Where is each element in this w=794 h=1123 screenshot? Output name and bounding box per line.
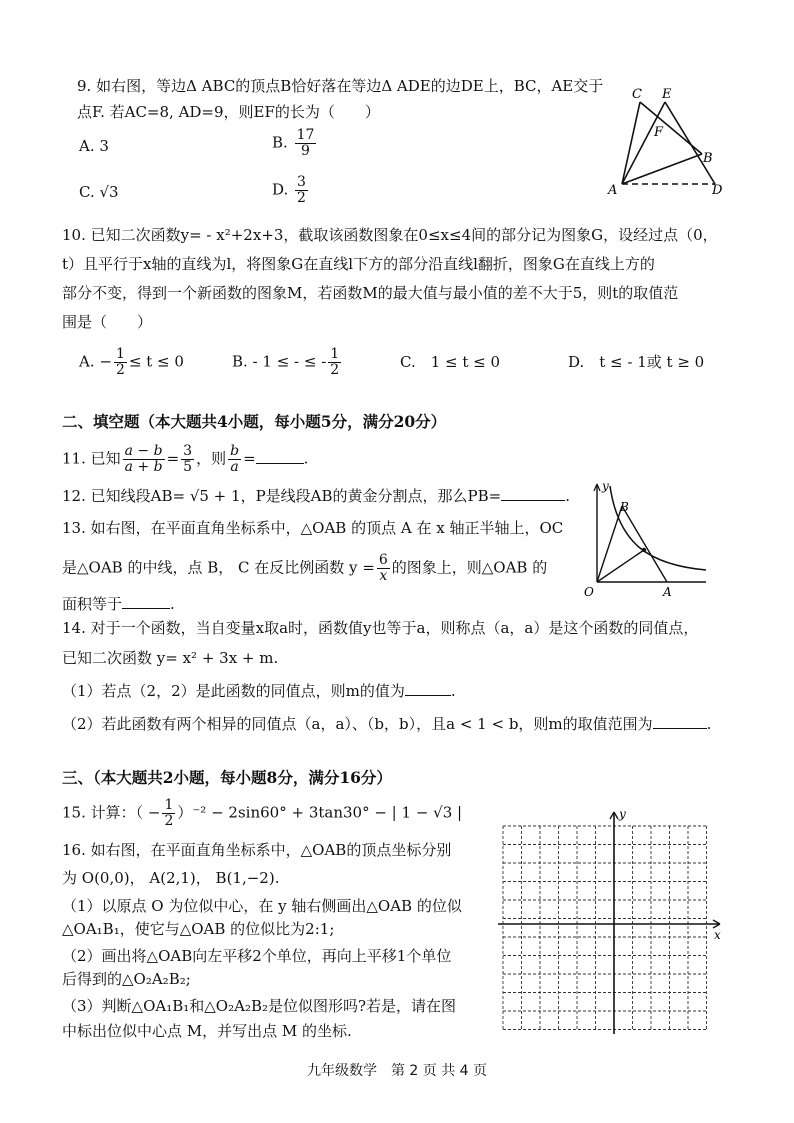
q9-label-c: C (632, 87, 642, 102)
q10-option-a: A. − $\frac{1}{2}$ ≤ t ≤ 0 (79, 346, 184, 378)
q11-end: . (303, 449, 309, 468)
q14-line2: 已知二次函数 y= x² + 3x + m. (62, 649, 279, 667)
q14-sub1-answer-blank[interactable] (405, 683, 451, 696)
q13-line3 (62, 594, 175, 614)
q11-fraction-2 (181, 444, 194, 475)
q9-option-b (272, 128, 318, 159)
q14-sub2 (62, 714, 711, 734)
q14-sub2-answer-blank[interactable] (653, 716, 707, 729)
q11-mid: ，则 (196, 449, 227, 468)
q10-option-b-fraction (328, 347, 341, 378)
q11-f2-den: 5 (183, 459, 193, 475)
q11-f3-num: b (230, 443, 240, 459)
q15-fraction (162, 798, 175, 829)
q16-label-x: x (714, 928, 721, 942)
q9-label-f: F (654, 125, 664, 140)
q10-option-c: C. 1 ≤ t ≤ 0 (400, 353, 501, 371)
q9-triangle-figure (600, 84, 730, 199)
q14-sub1-text: （1）若点（2，2）是此函数的同值点，则m的值为 (62, 682, 405, 700)
q13-num: 6 (378, 552, 388, 568)
q9-segment-ae (622, 102, 665, 184)
q13-label-o: O (584, 585, 594, 599)
q11-eq: = (166, 449, 180, 468)
q10-option-b-prefix: B. - 1 ≤ - ≤ - (232, 352, 327, 371)
q12 (62, 486, 570, 506)
q9-option-d-num: 3 (297, 174, 306, 190)
q9-option-d-prefix: D. (272, 180, 289, 199)
q13-segment-ba (622, 506, 667, 582)
q13-segment-ob (597, 506, 622, 582)
q13-label-a: A (663, 585, 672, 599)
q13-hyperbola-figure (582, 478, 710, 606)
q16-line2: 为 O(0,0)， A(2,1)， B(1,−2). (62, 869, 280, 887)
q13-line3-text: 面积等于 (62, 595, 123, 613)
section-3-title: 三、（本大题共2小题，每小题8分，满分16分） (62, 768, 392, 787)
q10-option-b (232, 347, 343, 378)
q10-line4: 围是（ ） (62, 313, 153, 331)
q15-suffix: ）⁻² − 2sin60° + 3tan30° − | 1 − √3 | (177, 803, 463, 822)
q11-suffix: = (243, 449, 256, 468)
q13-label-b: B (620, 500, 629, 514)
q10-option-a-fraction (114, 347, 127, 378)
q15 (62, 798, 462, 829)
q11-prefix: 11. 已知 (62, 449, 121, 468)
q15-den: 2 (164, 813, 174, 829)
q9-option-d-fraction (295, 175, 308, 206)
q14-sub1 (62, 681, 456, 701)
q11-fraction-3 (228, 444, 241, 475)
q9-label-e: E (662, 87, 672, 102)
q15-num: 1 (164, 797, 174, 813)
q12-end: . (565, 487, 570, 505)
q10-option-a-den: 2 (115, 362, 125, 378)
q11-f1-den: a + b (124, 459, 163, 475)
q9-line2: 点F. 若AC=8, AD=9，则EF的长为（ ） (77, 103, 380, 121)
q9-option-d (272, 175, 310, 206)
q10-option-a-suffix: ≤ t ≤ 0 (128, 352, 184, 371)
q16-sub3b: 中标出位似中心点 M，并写出点 M 的坐标. (62, 1022, 352, 1040)
q14-line1: 14. 对于一个函数，当自变量x取a时，函数值y也等于a，则称点（a，a）是这个函数的同值点， (62, 619, 699, 637)
q9-option-d-den: 2 (297, 190, 306, 206)
q9-segment-ab (622, 154, 702, 184)
q9-segment-ed (665, 102, 715, 184)
q10-option-a-num: 1 (115, 346, 125, 362)
q9-option-b-fraction (295, 128, 317, 159)
q13-answer-blank[interactable] (122, 596, 170, 609)
q16-coordinate-grid (498, 808, 734, 1038)
q16-label-y: y (619, 807, 626, 821)
q10-line3: 部分不变，得到一个新函数的图象M，若函数M的最大值与最小值的差不大于5，则t的取值范 (62, 284, 679, 302)
page-footer: 九年级数学 第 2 页 共 4 页 (306, 1063, 488, 1079)
q10-option-a-prefix: A. (79, 352, 95, 371)
q9-option-c: C. √3 (79, 183, 119, 201)
q16-sub3a: （3）判断△OA₁B₁和△O₂A₂B₂是位似图形吗?若是，请在图 (62, 997, 457, 1015)
q13-label-y: y (602, 479, 609, 493)
q13-point-c (642, 548, 646, 552)
q13-line2-a: 是△OAB 的中线，点 B， C 在反比例函数 y = (62, 558, 375, 577)
q9-label-b: B (703, 151, 713, 166)
q10-option-b-den: 2 (330, 362, 340, 378)
q9-label-a: A (608, 183, 618, 198)
q9-line1: 9. 如右图，等边Δ ABC的顶点B恰好落在等边Δ ADE的边DE上，BC，AE交于 (77, 77, 604, 95)
q13-segment-oc (597, 550, 644, 582)
q9-label-d: D (712, 183, 723, 198)
q16-grid-lines (503, 826, 707, 1030)
q13-line1: 13. 如右图，在平面直角坐标系中，△OAB 的顶点 A 在 x 轴正半轴上，OC (62, 519, 564, 537)
q12-answer-blank[interactable] (501, 488, 565, 501)
q16-sub1a: （1）以原点 O 为位似中心，在 y 轴右侧画出△OAB 的位似 (62, 897, 462, 915)
q9-option-a: A. 3 (79, 137, 109, 155)
q15-prefix: 15. 计算：（ − (62, 803, 161, 822)
q16-sub2b: 后得到的△O₂A₂B₂; (62, 970, 191, 988)
q16-line1: 16. 如右图，在平面直角坐标系中，△OAB的顶点坐标分别 (62, 841, 452, 859)
q12-text: 12. 已知线段AB= √5 + 1，P是线段AB的黄金分割点，那么PB= (62, 487, 502, 505)
q10-option-d: D. t ≤ - 1或 t ≥ 0 (568, 353, 705, 371)
q13-end: . (170, 595, 175, 613)
q11-f1-num: a − b (124, 443, 163, 459)
q10-line2: t）且平行于x轴的直线为l，将图象G在直线l下方的部分沿直线l翻折，图象G在直线上方的 (62, 255, 655, 273)
q9-segment-ac (622, 102, 640, 184)
q11 (62, 444, 308, 475)
q16-sub2a: （2）画出将△OAB向左平移2个单位，再向上平移1个单位 (62, 947, 452, 965)
q14-sub1-end: . (450, 682, 456, 700)
q13-line2-b: 的图象上，则△OAB 的 (391, 558, 548, 577)
q11-fraction-1 (123, 444, 165, 475)
q16-sub1b: △OA₁B₁，使它与△OAB 的位似比为2:1; (62, 920, 335, 938)
q14-sub2-end: . (706, 715, 712, 733)
q11-answer-blank[interactable] (256, 451, 304, 464)
q10-line1: 10. 已知二次函数y= - x²+2x+3，截取该函数图象在0≤x≤4间的部分记为图象G，设经过点（0， (62, 226, 718, 244)
section-fill-in-title: 二、填空题（本大题共4小题，每小题5分，满分20分） (62, 412, 447, 431)
q11-f2-num: 3 (183, 443, 193, 459)
q9-option-b-num: 17 (296, 127, 315, 143)
q13-line2 (62, 553, 547, 584)
q13-den: x (379, 568, 388, 584)
q9-option-b-den: 9 (301, 143, 310, 159)
q11-f3-den: a (230, 459, 239, 475)
q13-hyperbola-curve (610, 486, 706, 570)
q10-option-b-num: 1 (330, 346, 340, 362)
q14-sub2-text: （2）若此函数有两个相异的同值点（a，a）、（b，b），且a < 1 < b，则m的取值范围为 (62, 715, 653, 733)
q9-option-b-prefix: B. (272, 133, 288, 152)
q13-fraction (377, 553, 390, 584)
